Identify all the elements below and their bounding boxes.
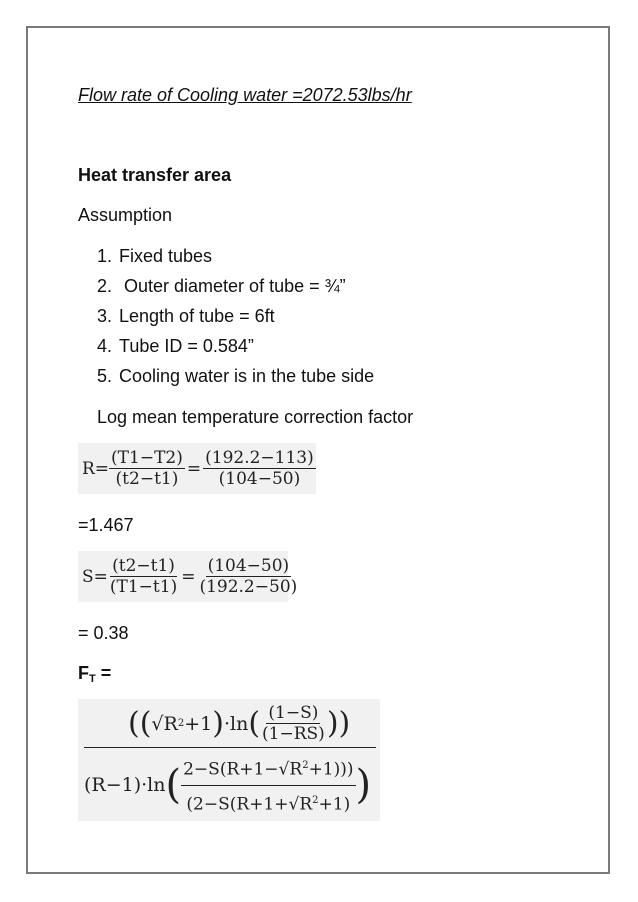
s-denominator-1: (T1−t1) (109, 577, 178, 597)
ft-den-ln: (R−1)·ln (84, 774, 166, 797)
s-numerator-1: (t2−t1) (112, 556, 175, 576)
ft-den-bot-sq: 2 (312, 794, 319, 806)
ft-subscript: T (89, 673, 96, 685)
ft-formula (78, 699, 380, 821)
r-numerator-2: (192.2−113) (205, 448, 314, 468)
s-denominator-2: (192.2−50) (199, 577, 298, 597)
paren-icon: (( (128, 705, 152, 741)
ft-den-top-sq: 2 (302, 760, 309, 771)
ft-num-plus: +1 (184, 712, 213, 735)
ft-den-bot (184, 786, 352, 820)
s-lhs: S= (82, 566, 108, 587)
flow-rate-line: Flow rate of Cooling water =2072.53lbs/hr (78, 85, 412, 105)
s-value: = 0.38 (78, 623, 129, 643)
list-number: 1. (97, 246, 113, 266)
paren-icon: ) (212, 705, 224, 741)
list-item (97, 245, 212, 267)
s-fraction-2 (197, 556, 299, 597)
ft-den-top-end: +1) (308, 759, 341, 780)
ft-denominator (84, 751, 371, 819)
ft-numerator (128, 703, 350, 744)
list-text: Fixed tubes (119, 246, 213, 266)
ft-num-ln: ·ln (223, 712, 249, 735)
list-number: 5. (97, 366, 113, 386)
ft-den-bot-end: +1) (318, 794, 351, 815)
section-heading: Heat transfer area (78, 165, 232, 185)
s-equals: = (181, 566, 196, 587)
list-number: 2. (97, 276, 113, 296)
s-equation (78, 551, 298, 602)
ft-equals: = (95, 663, 112, 683)
paren-icon: ( (165, 762, 182, 809)
list-item (97, 365, 374, 387)
lmtd-label: Log mean temperature correction factor (97, 407, 414, 427)
ft-label (78, 662, 111, 690)
r-equation (78, 443, 316, 494)
ft-inner-fraction (260, 703, 327, 744)
r-value: =1.467 (78, 515, 134, 535)
r-lhs: R= (82, 458, 110, 479)
ft-den-top-text: 2−S(R+1−√R (183, 759, 303, 780)
ft-den-top: $2-S(R+1-√R^2+1)$)) (181, 751, 355, 786)
r-fraction-1 (109, 448, 185, 489)
r-numerator-1: (T1−T2) (111, 448, 183, 468)
r-denominator-2: (104−50) (218, 469, 301, 489)
ft-num-sqrt: √R (151, 712, 178, 735)
s-fraction-1 (108, 556, 179, 597)
list-number: 4. (97, 336, 113, 356)
paren-icon: )) (326, 705, 351, 741)
paren-icon: ( (248, 705, 261, 741)
s-numerator-2: (104−50) (207, 556, 290, 576)
list-text: Outer diameter of tube = ¾” (119, 276, 346, 296)
ft-num-sq: 2 (177, 718, 185, 729)
list-text: Length of tube = 6ft (119, 306, 275, 326)
ft-den-bot-text: (2−S(R+1+√R (186, 794, 313, 815)
list-text: Tube ID = 0.584” (119, 336, 254, 356)
list-number: 3. (97, 306, 113, 326)
list-item (97, 275, 346, 297)
ft-inner-num: (1−S) (268, 703, 319, 723)
list-item (97, 335, 254, 357)
r-equals: = (186, 458, 202, 479)
list-item (97, 305, 275, 327)
list-text: Cooling water is in the tube side (119, 366, 375, 386)
ft-symbol: F (78, 663, 89, 683)
r-fraction-2 (203, 448, 316, 489)
ft-den-fraction (181, 751, 355, 819)
r-denominator-1: (t2−t1) (115, 469, 179, 489)
assumption-label: Assumption (78, 205, 173, 225)
paren-icon: ) (355, 762, 372, 809)
ft-fraction-bar (84, 747, 376, 748)
ft-inner-den: (1−RS) (262, 724, 325, 744)
